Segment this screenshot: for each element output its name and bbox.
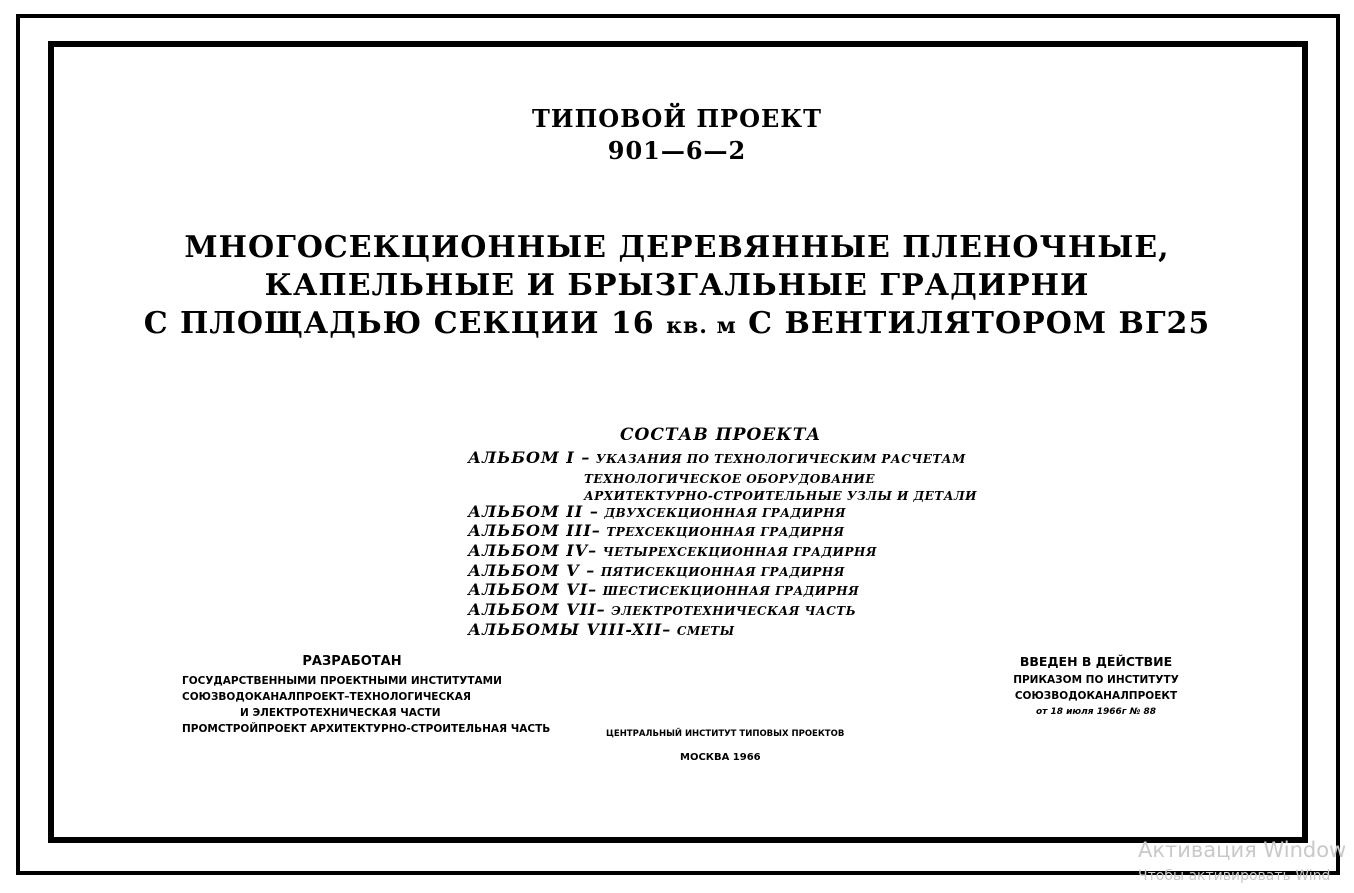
developed-by-line: СОЮЗВОДОКАНАЛПРОЕКТ–ТЕХНОЛОГИЧЕСКАЯ — [182, 691, 471, 703]
album-description: УКАЗАНИЯ ПО ТЕХНОЛОГИЧЕСКИМ РАСЧЕТАМ — [595, 452, 966, 466]
developed-by-line: И ЭЛЕКТРОТЕХНИЧЕСКАЯ ЧАСТИ — [240, 707, 441, 719]
album-description: АРХИТЕКТУРНО-СТРОИТЕЛЬНЫЕ УЗЛЫ И ДЕТАЛИ — [584, 488, 977, 503]
album-description: ТРЕХСЕКЦИОННАЯ ГРАДИРНЯ — [606, 525, 845, 540]
main-title-line-3 — [0, 306, 1354, 341]
album-name: АЛЬБОМ VI– — [468, 580, 598, 600]
album-item — [468, 448, 1008, 468]
enacted-line-2: СОЮЗВОДОКАНАЛПРОЕКТ — [1014, 690, 1178, 702]
album-item — [468, 580, 1008, 600]
developed-by-heading: РАЗРАБОТАН — [302, 654, 402, 669]
album-item — [468, 502, 1008, 522]
doc-type-title: ТИПОВОЙ ПРОЕКТ — [532, 104, 822, 133]
album-item — [468, 561, 1008, 581]
album-name: АЛЬБОМ IV– — [468, 541, 598, 561]
enacted-date: от 18 июля 1966г № 88 — [1035, 707, 1157, 717]
album-description: ШЕСТИСЕКЦИОННАЯ ГРАДИРНЯ — [602, 584, 860, 599]
album-item — [468, 521, 1008, 541]
watermark-line-2: Чтобы активировать Wind — [1138, 868, 1331, 884]
album-name: АЛЬБОМ III– — [468, 521, 601, 541]
city-year: МОСКВА 1966 — [680, 752, 761, 763]
enacted-heading: ВВЕДЕН В ДЕЙСТВИЕ — [1019, 654, 1173, 669]
album-description: ДВУХСЕКЦИОННАЯ ГРАДИРНЯ — [604, 505, 846, 520]
album-description: СМЕТЫ — [676, 623, 735, 638]
activation-watermark — [1138, 838, 1346, 884]
album-name: АЛЬБОМ V – — [468, 560, 596, 580]
album-name: АЛЬБОМ VII– — [468, 600, 606, 620]
album-item — [468, 620, 1008, 640]
album-item — [468, 468, 1008, 485]
developed-by-block — [182, 654, 572, 737]
enacted-line-1: ПРИКАЗОМ ПО ИНСТИТУТУ — [1013, 674, 1179, 686]
main-title-line-3-part-a: С ПЛОЩАДЬЮ СЕКЦИИ 16 — [143, 306, 655, 341]
composition-heading: СОСТАВ ПРОЕКТА — [620, 425, 822, 445]
developed-by-line: ГОСУДАРСТВЕННЫМИ ПРОЕКТНЫМИ ИНСТИТУТАМИ — [182, 675, 502, 687]
publisher: ЦЕНТРАЛЬНЫЙ ИНСТИТУТ ТИПОВЫХ ПРОЕКТОВ — [606, 729, 845, 739]
main-title-line-1: МНОГОСЕКЦИОННЫЕ ДЕРЕВЯННЫЕ ПЛЕНОЧНЫЕ, — [184, 230, 1170, 265]
developed-by-line: ПРОМСТРОЙПРОЕКТ АРХИТЕКТУРНО-СТРОИТЕЛЬНАЯ ЧАСТЬ — [182, 723, 551, 735]
watermark-line-1: Активация Window — [1138, 838, 1347, 862]
album-list — [468, 448, 1008, 640]
album-name: АЛЬБОМЫ VIII-XII– — [468, 619, 672, 639]
album-description: ЧЕТЫРЕХСЕКЦИОННАЯ ГРАДИРНЯ — [602, 545, 877, 560]
album-item — [468, 485, 1008, 502]
album-description: ТЕХНОЛОГИЧЕСКОЕ ОБОРУДОВАНИЕ — [584, 471, 875, 486]
album-name: АЛЬБОМ I – — [468, 448, 591, 467]
enacted-block — [996, 654, 1196, 720]
album-item — [468, 541, 1008, 561]
main-title-line-2: КАПЕЛЬНЫЕ И БРЫЗГАЛЬНЫЕ ГРАДИРНИ — [264, 268, 1090, 303]
album-name: АЛЬБОМ II – — [468, 501, 599, 521]
album-description: ПЯТИСЕКЦИОННАЯ ГРАДИРНЯ — [600, 564, 845, 579]
project-number: 901—6—2 — [607, 136, 747, 165]
album-description: ЭЛЕКТРОТЕХНИЧЕСКАЯ ЧАСТЬ — [611, 604, 857, 619]
main-title-unit: кв. м — [666, 313, 737, 339]
main-title-line-3-part-b: С ВЕНТИЛЯТОРОМ ВГ25 — [748, 306, 1211, 341]
album-item — [468, 600, 1008, 620]
